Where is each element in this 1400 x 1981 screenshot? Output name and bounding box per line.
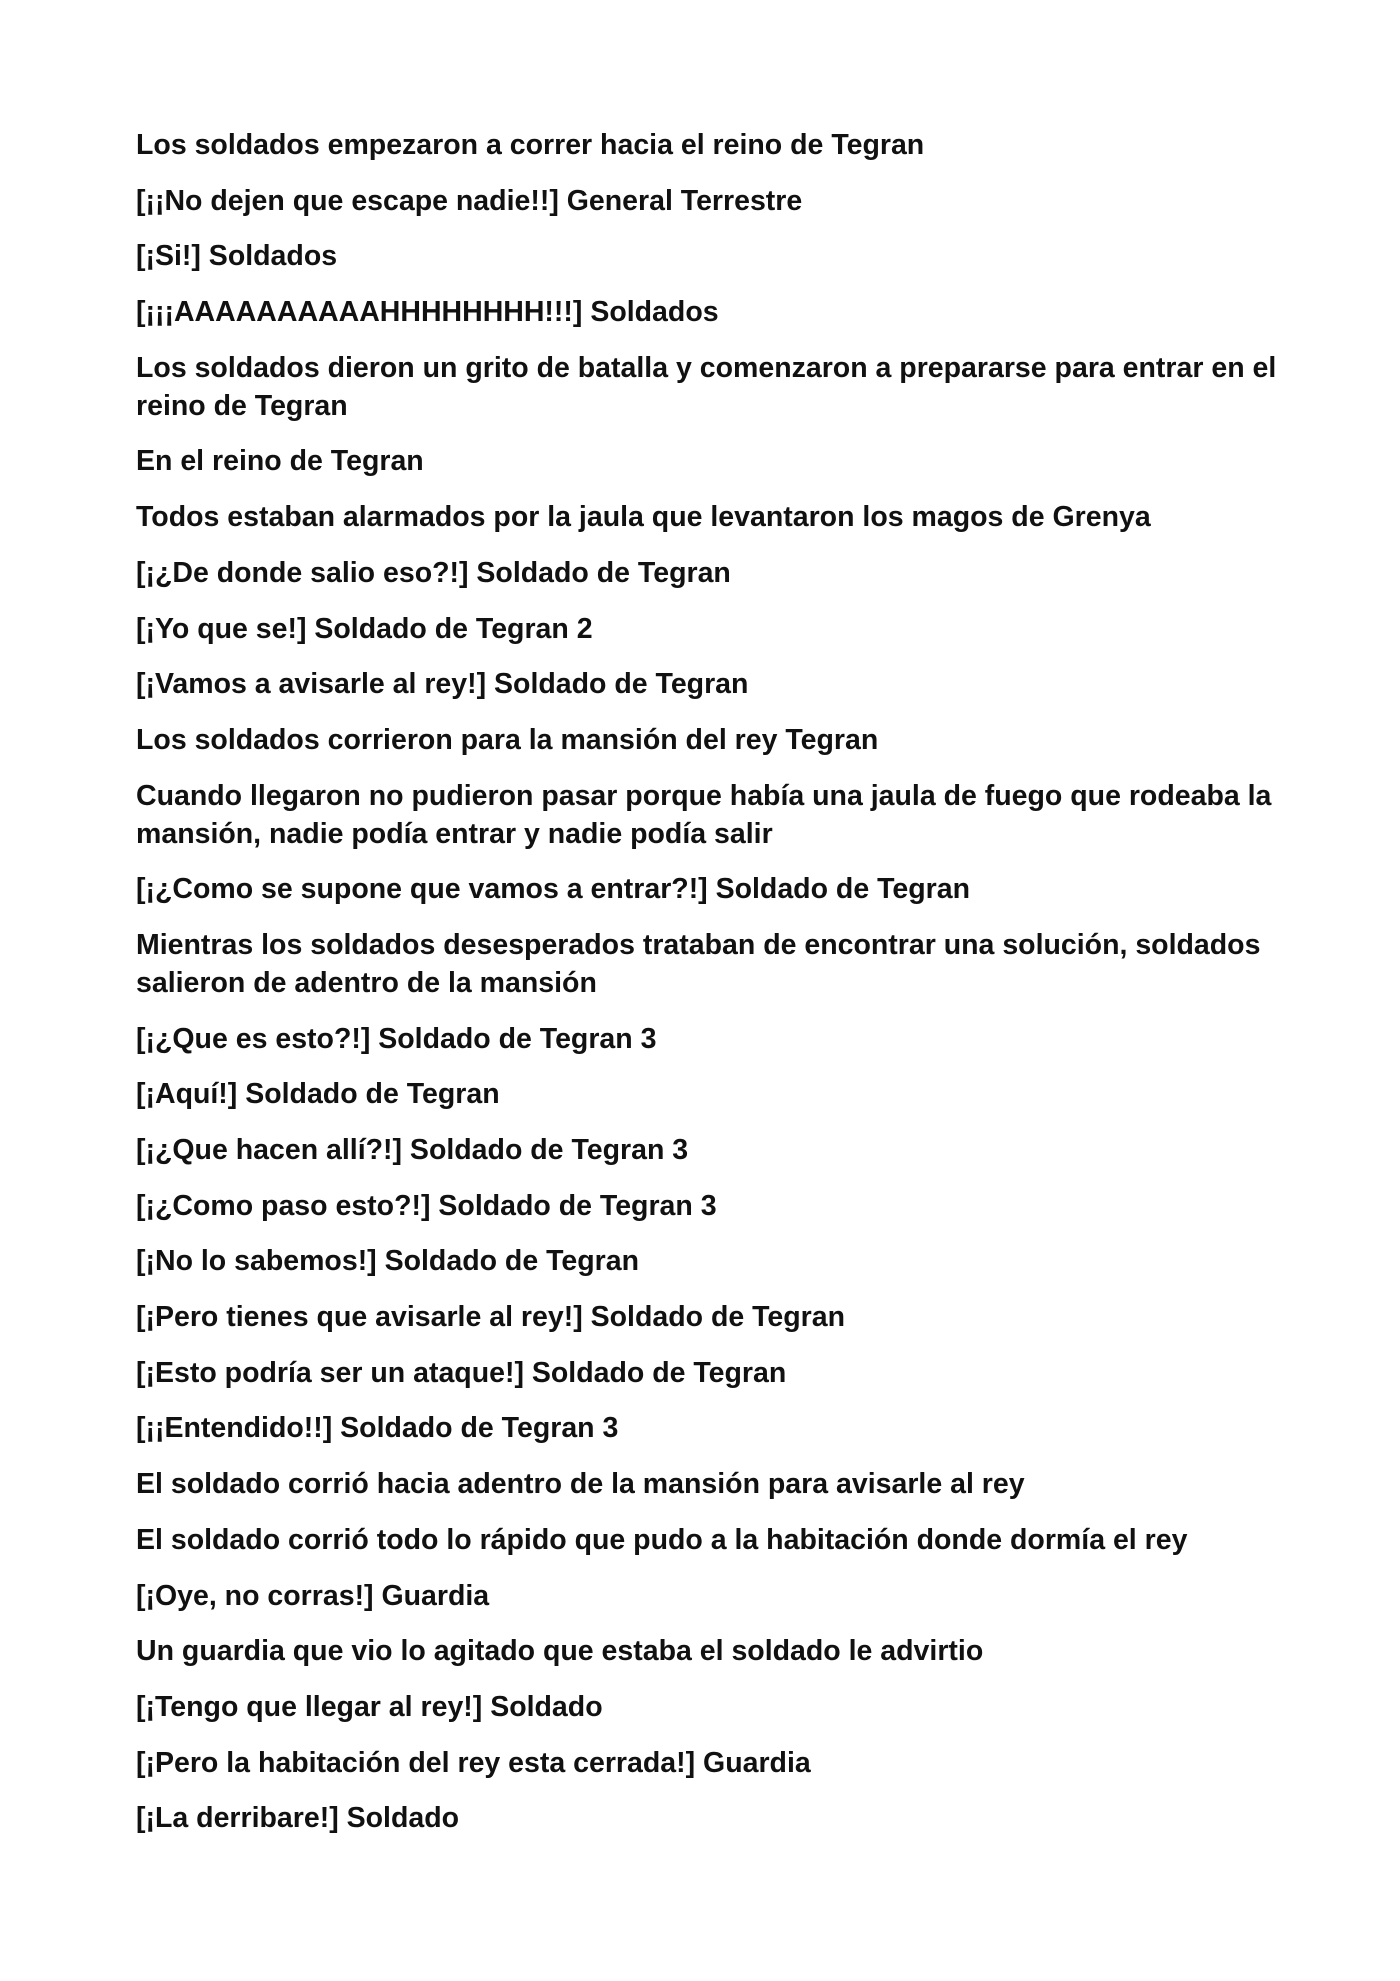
paragraph: Mientras los soldados desesperados trataban de encontrar una solución, soldados salieron de adentro de la mansión <box>136 928 1261 999</box>
paragraph: [¡¿De donde salio eso?!] Soldado de Tegran <box>136 556 731 589</box>
paragraph: Todos estaban alarmados por la jaula que levantaron los magos de Grenya <box>136 501 1151 534</box>
paragraph: Cuando llegaron no pudieron pasar porque había una jaula de fuego que rodeaba la mansión, nadie podía entrar y nadie podía salir <box>136 779 1272 850</box>
paragraph: [¡No lo sabemos!] Soldado de Tegran <box>136 1245 640 1278</box>
paragraph: [¡Aquí!] Soldado de Tegran <box>136 1078 500 1111</box>
paragraph: [¡¿Como paso esto?!] Soldado de Tegran 3 <box>136 1189 717 1222</box>
paragraph: En el reino de Tegran <box>136 445 424 478</box>
paragraph: [¡Vamos a avisarle al rey!] Soldado de Tegran <box>136 668 749 701</box>
paragraph: [¡¿Que es esto?!] Soldado de Tegran 3 <box>136 1022 657 1055</box>
paragraph: [¡Esto podría ser un ataque!] Soldado de Tegran <box>136 1356 787 1389</box>
paragraph: [¡Yo que se!] Soldado de Tegran 2 <box>136 612 593 645</box>
paragraph: [¡¡No dejen que escape nadie!!] General Terrestre <box>136 184 803 217</box>
paragraph: [¡Oye, no corras!] Guardia <box>136 1579 490 1612</box>
paragraph: El soldado corrió todo lo rápido que pudo a la habitación donde dormía el rey <box>136 1523 1188 1556</box>
paragraph: [¡¡¡AAAAAAAAAAHHHHHHHH!!!] Soldados <box>136 296 719 329</box>
paragraph: Un guardia que vio lo agitado que estaba el soldado le advirtio <box>136 1635 984 1668</box>
paragraph: [¡Pero tienes que avisarle al rey!] Soldado de Tegran <box>136 1301 846 1334</box>
paragraph: [¡La derribare!] Soldado <box>136 1802 460 1835</box>
document-body <box>136 126 1286 1855</box>
paragraph: Los soldados dieron un grito de batalla y comenzaron a prepararse para entrar en el reino de Tegran <box>136 351 1277 422</box>
paragraph: El soldado corrió hacia adentro de la mansión para avisarle al rey <box>136 1468 1025 1501</box>
paragraph: [¡¿Que hacen allí?!] Soldado de Tegran 3 <box>136 1134 689 1166</box>
paragraph: [¡Pero la habitación del rey esta cerrada!] Guardia <box>136 1746 811 1779</box>
paragraph: [¡Tengo que llegar al rey!] Soldado <box>136 1690 603 1723</box>
paragraph: [¡¿Como se supone que vamos a entrar?!] Soldado de Tegran <box>136 873 971 906</box>
paragraph: [¡Si!] Soldados <box>136 240 338 273</box>
paragraph: Los soldados empezaron a correr hacia el reino de Tegran <box>136 129 925 161</box>
paragraph: [¡¡Entendido!!] Soldado de Tegran 3 <box>136 1412 619 1445</box>
paragraph: Los soldados corrieron para la mansión del rey Tegran <box>136 723 879 756</box>
